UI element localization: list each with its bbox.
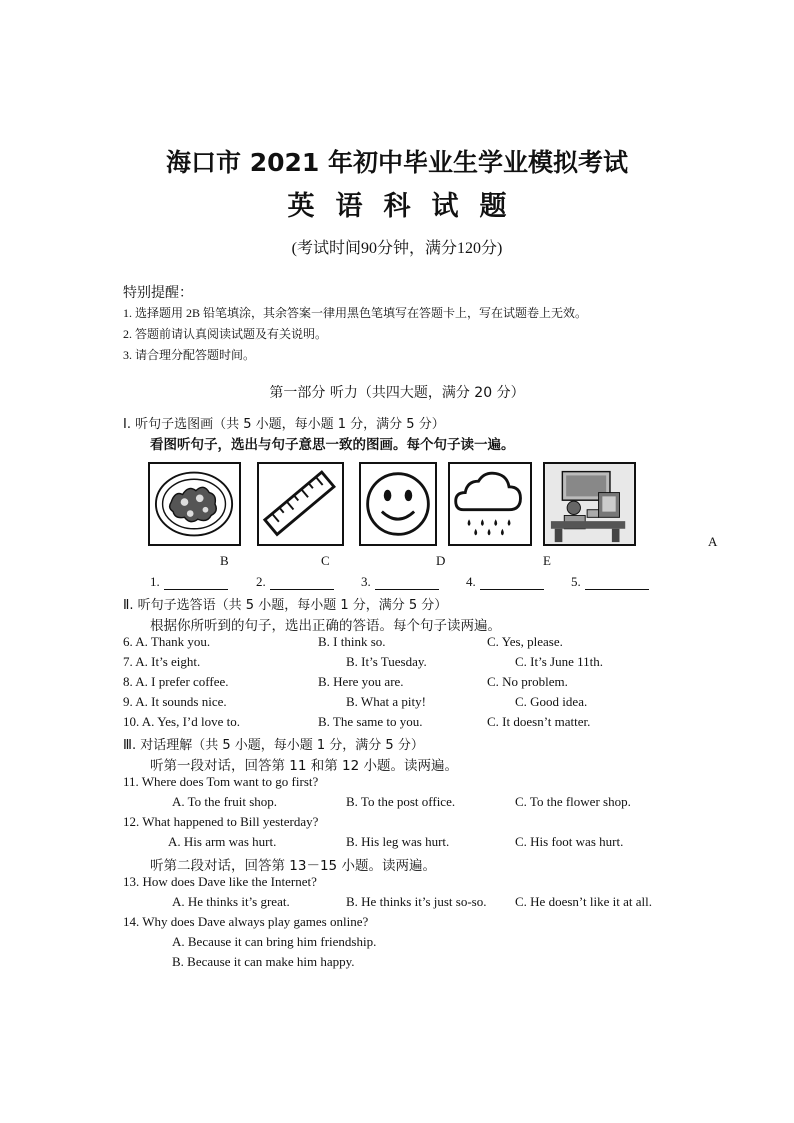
part-title: 第一部分 听力（共四大题，满分 20 分） xyxy=(269,385,525,401)
smiley-face-icon xyxy=(361,464,435,544)
section-heading: Ⅰ. 听句子选图画（共 5 小题，每小题 1 分，满分 5 分） xyxy=(123,417,445,432)
option-b: B. What a pity! xyxy=(346,694,426,709)
section-instruction: 根据你所听到的句子，选出正确的答语。每个句子读两遍。 xyxy=(150,618,501,634)
option-b: B. He thinks it’s just so-so. xyxy=(346,894,487,909)
note-item: 3. 请合理分配答题时间。 xyxy=(123,348,256,362)
question-stem: 11. Where does Tom want to go first? xyxy=(123,774,319,789)
option-c: C. He doesn’t like it at all. xyxy=(515,894,652,909)
option-a: A. His arm was hurt. xyxy=(168,834,277,849)
answer-blank-number: 5. xyxy=(571,574,581,589)
option-c: C. No problem. xyxy=(487,674,568,689)
picture-label: A xyxy=(708,534,718,549)
answer-blank[interactable] xyxy=(150,574,228,590)
ruler-icon xyxy=(259,464,342,544)
option-a: A. Because it can bring him friendship. xyxy=(172,934,377,949)
answer-blank[interactable] xyxy=(361,574,439,590)
exam-title: 海口市 2021 年初中毕业生学业模拟考试 xyxy=(166,148,628,177)
option-c: C. Yes, please. xyxy=(487,634,563,649)
section-heading: Ⅲ. 对话理解（共 5 小题，每小题 1 分，满分 5 分） xyxy=(123,738,424,753)
computer-desk-icon xyxy=(545,464,634,544)
option-a: 6. A. Thank you. xyxy=(123,634,211,649)
note-item: 2. 答题前请认真阅读试题及有关说明。 xyxy=(123,327,328,341)
picture-smiley xyxy=(359,462,437,546)
option-c: C. It’s June 11th. xyxy=(515,654,603,669)
note-item: 1. 选择题用 2B 铅笔填涂，其余答案一律用黑色笔填写在答题卡上，写在试题卷上无效。 xyxy=(123,306,588,320)
option-b: B. It’s Tuesday. xyxy=(346,654,427,669)
picture-label: D xyxy=(436,553,446,568)
option-b: B. His leg was hurt. xyxy=(346,834,450,849)
option-a: 9. A. It sounds nice. xyxy=(123,694,227,709)
option-b: B. Here you are. xyxy=(318,674,404,689)
picture-rain xyxy=(448,462,532,546)
exam-subtitle: 英语科试题 xyxy=(287,191,528,222)
option-b: B. To the post office. xyxy=(346,794,456,809)
answer-blank[interactable] xyxy=(571,574,649,590)
answer-blank-number: 2. xyxy=(256,574,266,589)
answer-blank-number: 1. xyxy=(150,574,160,589)
option-a: 7. A. It’s eight. xyxy=(123,654,201,669)
option-a: A. He thinks it’s great. xyxy=(172,894,290,909)
option-c: C. His foot was hurt. xyxy=(515,834,624,849)
exam-time-note: (考试时间90分钟，满分120分) xyxy=(291,240,503,257)
option-a: 8. A. I prefer coffee. xyxy=(123,674,229,689)
picture-label: B xyxy=(220,553,229,568)
answer-blank[interactable] xyxy=(466,574,544,590)
option-a: 10. A. Yes, I’d love to. xyxy=(123,714,241,729)
answer-blank-number: 3. xyxy=(361,574,371,589)
option-c: C. To the flower shop. xyxy=(515,794,631,809)
section-instruction: 看图听句子，选出与句子意思一致的图画。每个句子读一遍。 xyxy=(150,437,515,453)
picture-label: C xyxy=(321,553,330,568)
food-plate-icon xyxy=(150,464,239,544)
answer-blank-number: 4. xyxy=(466,574,476,589)
section-heading: Ⅱ. 听句子选答语（共 5 小题，每小题 1 分，满分 5 分） xyxy=(123,598,448,613)
option-b: B. Because it can make him happy. xyxy=(172,954,355,969)
picture-food xyxy=(148,462,241,546)
question-stem: 14. Why does Dave always play games online? xyxy=(123,914,369,929)
dialog-instruction: 听第一段对话，回答第 11 和第 12 小题。读两遍。 xyxy=(150,758,459,774)
picture-ruler xyxy=(257,462,344,546)
question-stem: 12. What happened to Bill yesterday? xyxy=(123,814,319,829)
notes-heading: 特别提醒： xyxy=(123,285,193,301)
picture-label: E xyxy=(543,553,551,568)
rain-cloud-icon xyxy=(450,464,530,544)
option-c: C. It doesn’t matter. xyxy=(487,714,591,729)
answer-blank[interactable] xyxy=(256,574,334,590)
picture-computer xyxy=(543,462,636,546)
option-c: C. Good idea. xyxy=(515,694,588,709)
option-a: A. To the fruit shop. xyxy=(172,794,278,809)
dialog-instruction: 听第二段对话，回答第 13－15 小题。读两遍。 xyxy=(150,858,436,874)
option-b: B. The same to you. xyxy=(318,714,423,729)
question-stem: 13. How does Dave like the Internet? xyxy=(123,874,317,889)
option-b: B. I think so. xyxy=(318,634,386,649)
